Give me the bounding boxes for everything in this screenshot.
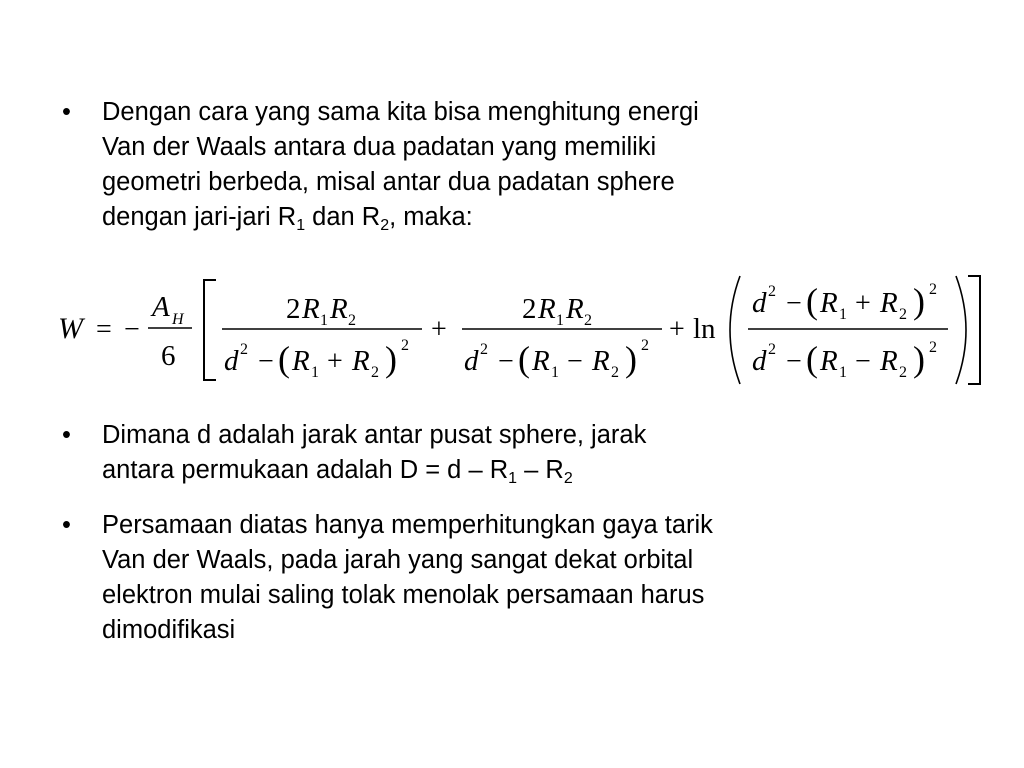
subscript-one: 1 <box>839 364 847 381</box>
close-paren: ) <box>385 339 397 379</box>
subscript-one: 1 <box>839 306 847 323</box>
denominator-r: R <box>532 345 550 377</box>
subscript: 1 <box>508 470 518 487</box>
energy-formula <box>50 272 990 388</box>
denominator-minus: − <box>258 346 274 377</box>
open-paren: ( <box>278 339 290 379</box>
numerator-two: 2 <box>522 293 537 325</box>
open-paren: ( <box>806 281 818 321</box>
close-paren: ) <box>625 339 637 379</box>
text-segment: dan R <box>305 203 381 231</box>
subscript: 1 <box>296 217 306 234</box>
text-segment: dengan jari-jari R <box>102 203 297 231</box>
bullet-intro-text <box>102 95 942 235</box>
superscript-two: 2 <box>401 337 409 354</box>
ln-close-paren <box>956 276 966 384</box>
subscript: 2 <box>380 217 390 234</box>
subscript-two: 2 <box>584 312 592 329</box>
numerator-r: R <box>880 287 898 319</box>
formula-h-subscript: H <box>172 311 184 328</box>
subscript-one: 1 <box>320 312 328 329</box>
left-bracket <box>204 280 216 380</box>
bullet-dot: • <box>62 511 71 539</box>
superscript-two: 2 <box>929 339 937 356</box>
plus-sign: + <box>669 314 685 345</box>
superscript-two: 2 <box>768 341 776 358</box>
plus-sign: + <box>327 346 343 377</box>
close-paren: ) <box>913 281 925 321</box>
numerator-r: R <box>330 293 348 325</box>
minus-sign: − <box>855 346 871 377</box>
subscript-two: 2 <box>899 306 907 323</box>
denominator-r: R <box>592 345 610 377</box>
text-segment: – R <box>517 456 564 484</box>
text-line: geometri berbeda, misal antar dua padatan sphere <box>102 168 675 196</box>
numerator-r: R <box>820 287 838 319</box>
bullet-dot: • <box>62 421 71 449</box>
close-paren: ) <box>913 339 925 379</box>
plus-sign: + <box>431 314 447 345</box>
subscript-one: 1 <box>556 312 564 329</box>
bullet-intro <box>62 95 942 235</box>
bullet-modification-text <box>102 508 942 648</box>
plus-sign: + <box>855 288 871 319</box>
text-line: Dimana d adalah jarak antar pusat sphere, jarak <box>102 421 647 449</box>
superscript-two: 2 <box>768 283 776 300</box>
bullet-distance <box>62 418 942 488</box>
text-segment: antara permukaan adalah D = d – R <box>102 456 509 484</box>
subscript-two: 2 <box>348 312 356 329</box>
text-line <box>102 453 942 488</box>
superscript-two: 2 <box>480 341 488 358</box>
numerator-r: R <box>538 293 556 325</box>
numerator-two: 2 <box>286 293 301 325</box>
formula-a: A <box>152 291 170 323</box>
right-bracket <box>968 276 980 384</box>
superscript-two: 2 <box>240 341 248 358</box>
bullet-modification <box>62 508 942 648</box>
formula-w: W <box>58 312 83 345</box>
subscript-one: 1 <box>551 364 559 381</box>
ln-function: ln <box>693 313 716 345</box>
text-segment: , maka: <box>389 203 473 231</box>
bullet-distance-text <box>102 418 942 488</box>
minus-sign: − <box>567 346 583 377</box>
numerator-minus: − <box>786 288 802 319</box>
numerator-r: R <box>302 293 320 325</box>
subscript-two: 2 <box>899 364 907 381</box>
text-line: dimodifikasi <box>102 616 236 644</box>
subscript-two: 2 <box>611 364 619 381</box>
denominator-d: d <box>224 345 239 377</box>
numerator-r: R <box>566 293 584 325</box>
formula-minus: − <box>124 314 140 345</box>
text-line: Van der Waals, pada jarah yang sangat dekat orbital <box>102 546 694 574</box>
superscript-two: 2 <box>641 337 649 354</box>
numerator-d: d <box>752 287 767 319</box>
denominator-minus: − <box>786 346 802 377</box>
denominator-r: R <box>880 345 898 377</box>
text-line: Dengan cara yang sama kita bisa menghitung energi <box>102 98 699 126</box>
formula-six: 6 <box>161 340 176 372</box>
open-paren: ( <box>806 339 818 379</box>
denominator-r: R <box>820 345 838 377</box>
denominator-r: R <box>292 345 310 377</box>
denominator-d: d <box>464 345 479 377</box>
denominator-minus: − <box>498 346 514 377</box>
denominator-d: d <box>752 345 767 377</box>
subscript-two: 2 <box>371 364 379 381</box>
denominator-r: R <box>352 345 370 377</box>
subscript-one: 1 <box>311 364 319 381</box>
text-line: Persamaan diatas hanya memperhitungkan gaya tarik <box>102 511 713 539</box>
text-line: elektron mulai saling tolak menolak persamaan harus <box>102 581 705 609</box>
ln-open-paren <box>730 276 740 384</box>
formula-equals: = <box>96 314 112 345</box>
text-line <box>102 200 942 235</box>
superscript-two: 2 <box>929 281 937 298</box>
text-line: Van der Waals antara dua padatan yang memiliki <box>102 133 657 161</box>
subscript: 2 <box>563 470 573 487</box>
open-paren: ( <box>518 339 530 379</box>
bullet-dot: • <box>62 98 71 126</box>
